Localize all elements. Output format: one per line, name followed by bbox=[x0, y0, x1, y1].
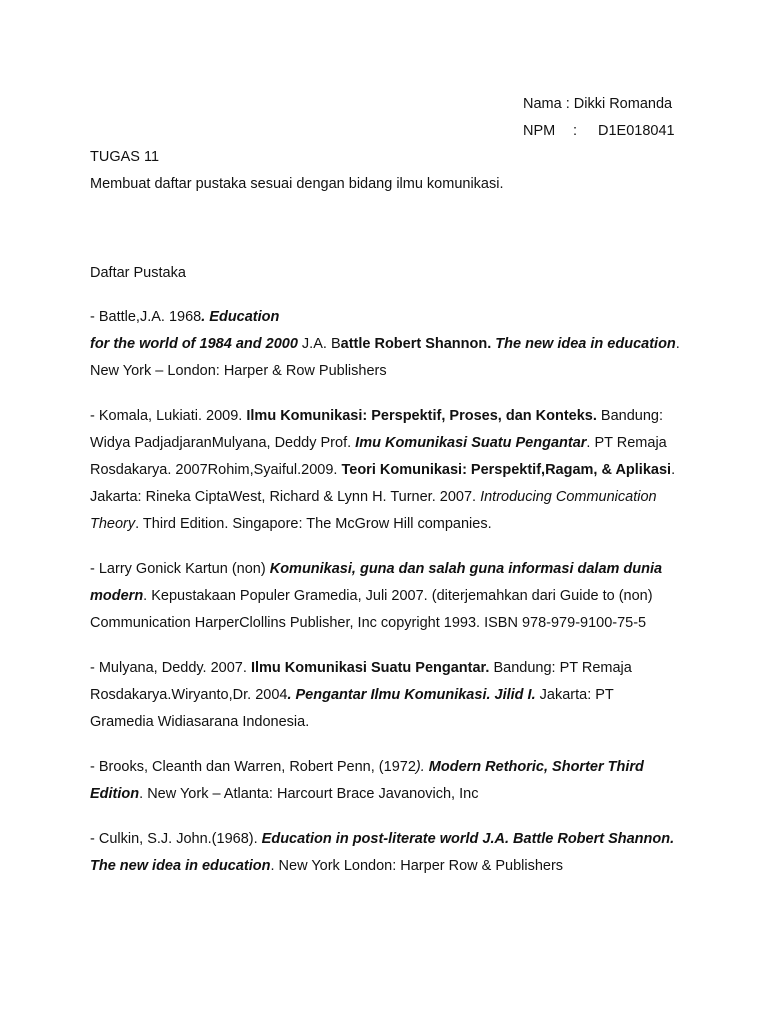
assignment-description: Membuat daftar pustaka sesuai dengan bidang ilmu komunikasi. bbox=[90, 176, 504, 192]
student-name: Nama : Dikki Romanda bbox=[523, 96, 673, 112]
reference-text: J.A. B bbox=[297, 336, 341, 352]
reference-text: . Third Edition. Singapore: The McGrow Hill companies. bbox=[135, 516, 492, 532]
reference-text: Komunikasi, guna dan salah guna informasi dalam dunia modern bbox=[90, 561, 663, 604]
reference-text: Modern Rethoric, Shorter Third Edition bbox=[90, 759, 644, 802]
reference-entry bbox=[90, 556, 680, 637]
assignment-intro bbox=[90, 144, 504, 198]
reference-text: Jakarta: PT Gramedia Widiasarana Indonesia. bbox=[90, 687, 614, 730]
reference-text: . Jakarta: Rineka CiptaWest, Richard & Lynn H. Turner. 2007. bbox=[90, 462, 676, 505]
reference-text: . PT Remaja Rosdakarya. 2007Rohim,Syaiful.2009. bbox=[90, 435, 667, 478]
reference-text: . New York London: Harper Row & Publishers bbox=[270, 858, 564, 874]
reference-text: Introducing Communication Theory bbox=[90, 489, 657, 532]
reference-text: attle Robert Shannon. bbox=[340, 336, 492, 352]
reference-text: - Culkin, S.J. John.(1968). bbox=[90, 831, 262, 847]
reference-text: - Mulyana, Deddy. 2007. bbox=[90, 660, 251, 676]
reference-list bbox=[90, 304, 680, 898]
npm-separator: : bbox=[573, 123, 578, 139]
reference-text: Imu Komunikasi Suatu Pengantar bbox=[355, 435, 587, 451]
reference-entry bbox=[90, 826, 680, 880]
reference-text: - Battle,J.A. 1968 bbox=[90, 309, 202, 325]
student-info bbox=[523, 91, 675, 145]
reference-text: for the world of 1984 and 2000 bbox=[90, 336, 298, 352]
reference-entry bbox=[90, 655, 680, 736]
reference-text: . New York – Atlanta: Harcourt Brace Javanovich, Inc bbox=[139, 786, 479, 802]
reference-text: The new idea in education bbox=[491, 336, 676, 352]
section-title: Daftar Pustaka bbox=[90, 265, 186, 281]
reference-text: ). bbox=[415, 759, 429, 775]
reference-text: - Komala, Lukiati. 2009. bbox=[90, 408, 247, 424]
reference-text: . Education bbox=[201, 309, 280, 325]
reference-text: - Brooks, Cleanth dan Warren, Robert Penn, (1972 bbox=[90, 759, 416, 775]
reference-text: Ilmu Komunikasi Suatu Pengantar. bbox=[250, 660, 490, 676]
reference-text: . Kepustakaan Populer Gramedia, Juli 2007. (diterjemahkan dari Guide to (non) Communication HarperClollins Publisher, Inc copyright 1993. ISBN 978-979-9100-75-5 bbox=[90, 588, 653, 631]
reference-text: . New York – London: Harper & Row Publishers bbox=[90, 336, 680, 379]
reference-entry bbox=[90, 754, 680, 808]
reference-entry bbox=[90, 304, 680, 385]
reference-text: Ilmu Komunikasi: Perspektif, Proses, dan Konteks. bbox=[246, 408, 597, 424]
assignment-title: TUGAS 11 bbox=[90, 149, 160, 165]
student-npm bbox=[523, 118, 675, 145]
reference-text: Bandung: PT Remaja Rosdakarya.Wiryanto,Dr. 2004 bbox=[90, 660, 632, 703]
npm-label: NPM bbox=[523, 123, 556, 139]
reference-text: Bandung: Widya PadjadjaranMulyana, Deddy Prof. bbox=[90, 408, 664, 451]
reference-entry bbox=[90, 403, 680, 538]
reference-text: . Pengantar Ilmu Komunikasi. Jilid I. bbox=[287, 687, 536, 703]
reference-text: Teori Komunikasi: Perspektif,Ragam, & Aplikasi bbox=[341, 462, 672, 478]
reference-text: Education in post-literate world J.A. Battle Robert Shannon. The new idea in education bbox=[90, 831, 675, 874]
reference-text: - Larry Gonick Kartun (non) bbox=[90, 561, 270, 577]
npm-value: D1E018041 bbox=[598, 123, 675, 139]
